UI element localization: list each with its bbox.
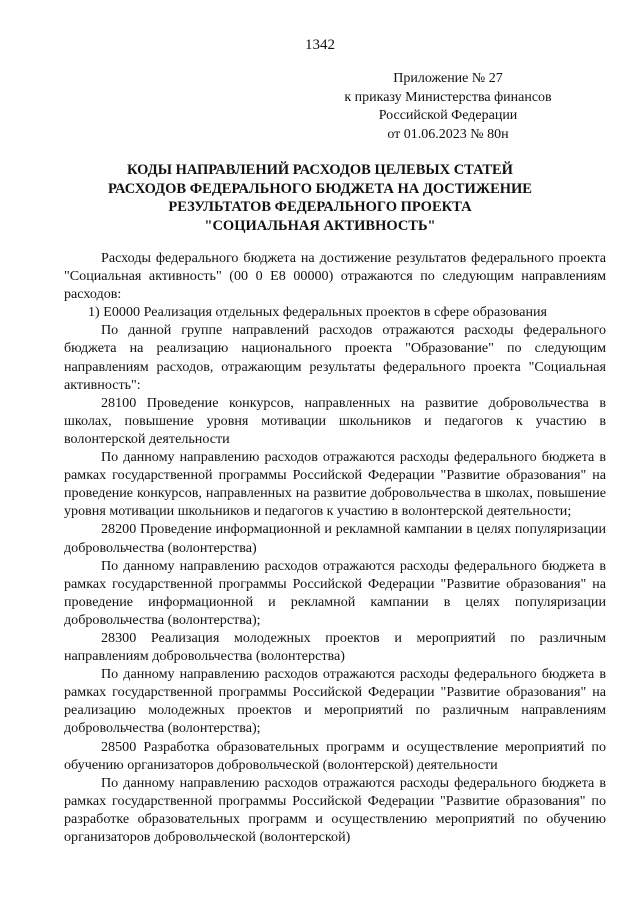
appendix-order-ref: к приказу Министерства финансов xyxy=(344,89,552,105)
body-paragraph: По данной группе направлений расходов отражаются расходы федерального бюджета на реализацию национального проекта "Образование" по следующим направлениям расходов, отражающим результаты федерального проекта "Социальная активность": xyxy=(64,322,606,393)
body-paragraph: По данному направлению расходов отражаются расходы федерального бюджета в рамках государственной программы Российской Федерации "Развитие образования" на реализацию молодежных проектов и мероприятий по различным направлениям добровольчества (волонтерства); xyxy=(64,666,606,737)
body-paragraph: 28100 Проведение конкурсов, направленных на развитие добровольчества в школах, повышение уровня мотивации школьников и педагогов к участию в волонтерской деятельности xyxy=(64,394,606,447)
title-line: РАСХОДОВ ФЕДЕРАЛЬНОГО БЮДЖЕТА НА ДОСТИЖЕНИЕ xyxy=(108,180,532,197)
body-paragraph: По данному направлению расходов отражаются расходы федерального бюджета в рамках государственной программы Российской Федерации "Развитие образования" на проведение информационной и рекламной кампании в целях популяризации добровольчества (волонтерства); xyxy=(64,557,606,628)
body-paragraph: Расходы федерального бюджета на достижение результатов федерального проекта "Социальная активность" (00 0 Е8 00000) отражаются по следующим направлениям расходов: xyxy=(64,250,606,303)
title-line: РЕЗУЛЬТАТОВ ФЕДЕРАЛЬНОГО ПРОЕКТА xyxy=(168,199,472,215)
document-title xyxy=(60,161,580,235)
body-paragraph: 28200 Проведение информационной и рекламной кампании в целях популяризации добровольчества (волонтерства) xyxy=(64,521,606,556)
body-paragraph: 28300 Реализация молодежных проектов и мероприятий по различным направлениям добровольчества (волонтерства) xyxy=(64,629,606,665)
body-paragraph: 28500 Разработка образовательных программ и осуществление мероприятий по обучению организаторов добровольческой (волонтерской) деятельности xyxy=(64,738,606,773)
body-paragraph: 1) Е0000 Реализация отдельных федеральных проектов в сфере образования xyxy=(88,304,548,321)
page-number: 1342 xyxy=(305,37,335,53)
appendix-issuer: Российской Федерации xyxy=(378,108,518,123)
title-line: КОДЫ НАПРАВЛЕНИЙ РАСХОДОВ ЦЕЛЕВЫХ СТАТЕЙ xyxy=(127,162,513,178)
body-paragraph: По данному направлению расходов отражаются расходы федерального бюджета в рамках государственной программы Российской Федерации "Развитие образования" на проведение конкурсов, направленных на развитие добровольчества в школах, повышение уровня мотивации школьников и педагогов к участию в волонтерской деятельности; xyxy=(64,449,606,520)
body-paragraph: По данному направлению расходов отражаются расходы федерального бюджета в рамках государственной программы Российской Федерации "Развитие образования" по разработке образовательных программ и осуществлению мероприятий по обучению организаторов добровольческой (волонтерской) xyxy=(64,774,606,845)
appendix-header xyxy=(338,70,558,144)
appendix-number: Приложение № 27 xyxy=(393,71,503,86)
title-line: "СОЦИАЛЬНАЯ АКТИВНОСТЬ" xyxy=(204,217,436,234)
document-body xyxy=(64,249,606,846)
appendix-date: от 01.06.2023 № 80н xyxy=(387,126,509,142)
